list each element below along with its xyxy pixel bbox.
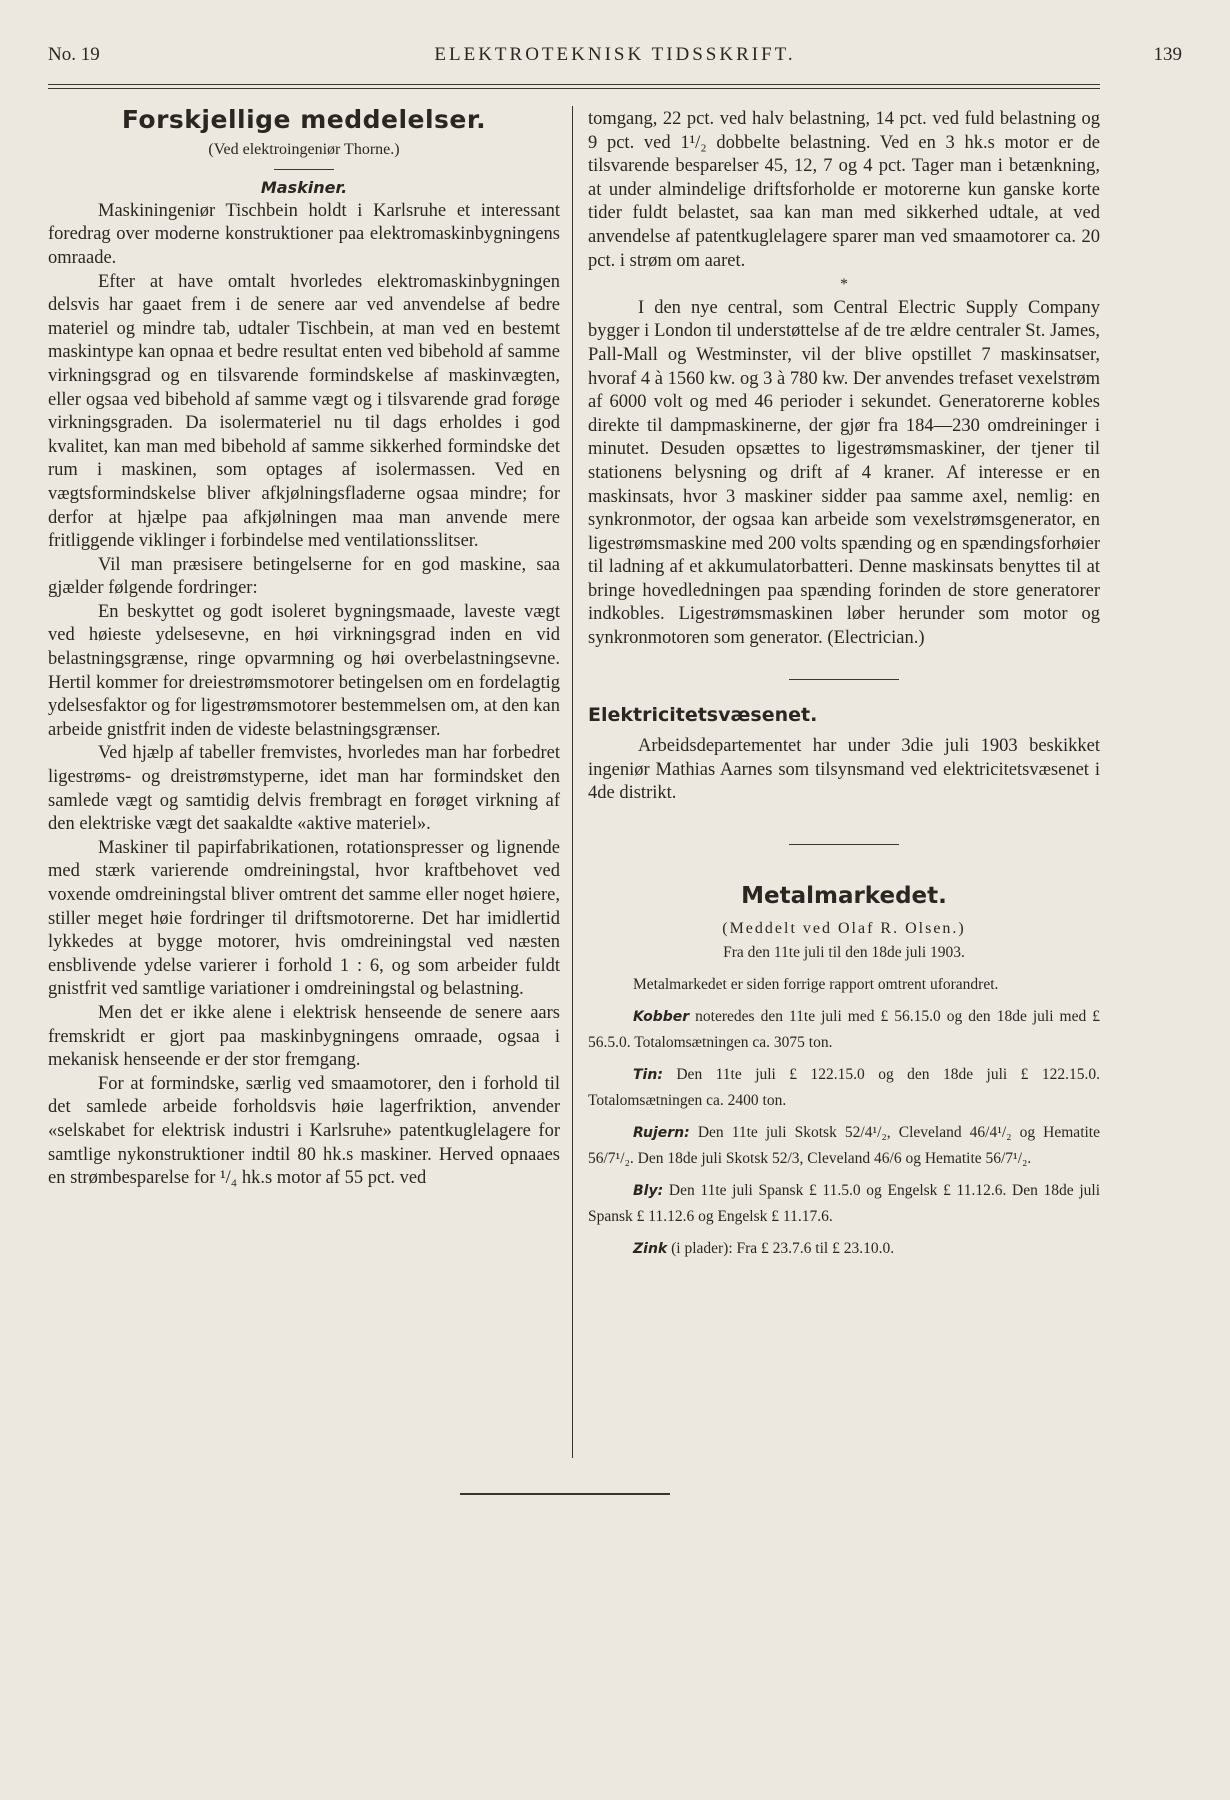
paragraph-5: Ved hjælp af tabeller fremvistes, hvorledes man har forbedret ligestrøms- og dreistrømstyperne, idet man har formindsket den samlede vægt og samtidig delvis frembragt en forøget virkning af den elektriske vægt det saakaldte «aktive materiel». — [48, 743, 560, 835]
zink-label: Zink — [633, 1241, 668, 1258]
metal-dates: Fra den 11te juli til den 18de juli 1903. — [723, 944, 965, 962]
bly-text: Den 11te juli Spansk £ 11.5.0 og Engelsk £ 11.12.6. Den 18de juli Spansk £ 11.12.6 og Engelsk £ 11.17.6. — [588, 1182, 1100, 1226]
metal-intro: Metalmarkedet er siden forrige rapport omtrent uforandret. — [633, 976, 999, 994]
metal-byline: (Meddelt ved Olaf R. Olsen.) — [722, 919, 966, 937]
header-rule — [48, 84, 1100, 89]
right-column — [588, 108, 1100, 1262]
column-divider — [572, 106, 573, 1458]
central-paragraph: I den nye central, som Central Electric Supply Company bygger i London til understøttelse af de tre ældre centraler St. James, Pall-Mall og Westminster, vil der blive opstillet 7 maskinsatser, hvoraf 4 à 1560 kw. og 3 à 780 kw. Der anvendes trefaset vexelstrøm af 6000 volt og med 46 perioder i sekundet. Generatorerne kobles direkte til dampmaskinerne, der gjør fra 184—230 omdreininger i minutet. Desuden opsættes to ligestrømsmaskiner, der tjener til stationens belysning og drift af 4 kraner. Af interesse er en maskinsats, hvor 3 maskiner sidder paa samme axel, nemlig: en synkronmotor, der ogsaa kan arbeide som vexelstrømsgenerator, en ligestrømsmaskine med 200 volts spænding og en spændingsforhøier til ladning af et akkumulatorbatteri. Denne maskinsats benyttes til at bringe hovedledningen paa spænding forinden de store generatorer indkobles. Ligestrømsmaskinen løber herunder som motor og synkronmotoren som generator. (Electrician.) — [588, 297, 1100, 649]
kobber-entry — [588, 1004, 1100, 1056]
journal-title: ELEKTROTEKNISK TIDSSKRIFT. — [434, 44, 796, 65]
section-separator — [789, 679, 899, 680]
section-byline: (Ved elektroingeniør Thorne.) — [208, 140, 400, 158]
byline-rule — [274, 169, 334, 170]
subsection-title: Maskiner. — [260, 178, 348, 198]
metal-title: Metalmarkedet. — [741, 883, 947, 910]
section-title: Forskjellige meddelelser. — [121, 105, 487, 134]
left-column — [48, 105, 560, 1191]
bly-label: Bly: — [633, 1183, 664, 1200]
paragraph-4: En beskyttet og godt isoleret bygningsmaade, laveste vægt ved høieste ydelsesevne, en høi virkningsgrad inden en vid belastningsgrænse, ringe opvarmning og høi overbelastningsevne. Hertil kommer for dreiestrømsmotorer betingelsen om en fordelagtig ydelsesfaktor og for ligestrømsmotorer bestemmelsen om, at den kan arbeide gnistfrit inden de videste belastningsgrænser. — [48, 601, 560, 740]
bly-entry — [588, 1178, 1100, 1230]
elektricitet-paragraph: Arbeidsdepartementet har under 3die juli 1903 beskikket ingeniør Mathias Aarnes som tilsynsmand ved elektricitetsvæsenet i 4de distrikt. — [588, 736, 1100, 804]
metal-report — [588, 940, 1100, 1262]
kobber-text: noteredes den 11te juli med £ 56.15.0 og den 18de juli med £ 56.5.0. Totalomsætningen ca. 3075 ton. — [588, 1008, 1100, 1052]
rujern-text: Den 11te juli Skotsk 52/4¹/₂, Cleveland 46/4¹/₂ og Hematite 56/7¹/₂. Den 18de juli Skotsk 52/3, Cleveland 46/6 og Hematite 56/7¹/₂. — [588, 1124, 1100, 1168]
issue-number: No. 19 — [48, 44, 100, 65]
zink-entry — [588, 1236, 1100, 1262]
tin-text: Den 11te juli £ 122.15.0 og den 18de juli £ 122.15.0. Totalomsætningen ca. 2400 ton. — [588, 1066, 1100, 1110]
paragraph-1: Maskiningeniør Tischbein holdt i Karlsruhe et interessant foredrag over moderne konstruktioner paa elektromaskinbygningens omraade. — [48, 200, 560, 268]
paragraph-7: Men det er ikke alene i elektrisk henseende de senere aars fremskridt er gjort paa maskinbygningens omraade, ogsaa i mekanisk henseende er der stor fremgang. — [48, 1002, 560, 1071]
rujern-label: Rujern: — [633, 1125, 690, 1142]
kobber-label: Kobber — [633, 1009, 690, 1026]
elektricitet-title: Elektricitetsvæsenet. — [588, 703, 818, 726]
continuation-paragraph: tomgang, 22 pct. ved halv belastning, 14 pct. ved fuld belastning og 9 pct. ved 1¹/₂ dobbelte belastning. Ved en 3 hk.s motor er de tilsvarende besparelser 45, 12, 7 og 4 pct. Tager man i betænkning, at under almindelige driftsforholde er motorerne kun ganske korte tider fuldt belastet, saa kan man med sikkerhed udtale, at ved anvendelse af patentkuglelagere sparer man ved smaamotorer ca. 20 pct. i strøm om aaret. — [588, 109, 1100, 271]
paragraph-2: Efter at have omtalt hvorledes elektromaskinbygningen delsvis har gaaet frem i de senere aar ved anvendelse af bedre materiel og mindre tab, udtaler Tischbein, at man ved en bestemt maskintype kan opnaa et bedre resultat enten ved bibehold af samme virkningsgrad og en tilsvarende formindskelse af maskinvægten, eller ogsaa ved bibehold af samme vægt og i tilsvarende grad forøge virkningsgraden. Da isolermateriel nu til dags erholdes i god kvalitet, kan man med bibehold af samme sikkerhed formindske det rum i maskinen, som optages af isolermassen. Ved en vægtsformindskelse bliver afkjølningsfladerne ogsaa mindre; for derfor at hjælpe paa afkjølningen maa man anvende mere fritliggende viklinger i forbindelse med ventilationsslitser. — [48, 271, 560, 552]
section-separator-2 — [789, 844, 899, 845]
paragraph-8: For at formindske, særlig ved smaamotorer, den i forhold til det samlede arbeide forholdsvis høie lagerfriktion, anvender «selskabet for elektrisk industri i Karlsruhe» patentkuglelagere for samtlige nykonstruktioner indtil 80 hk.s maskiner. Herved opnaaes en strømbesparelse for ¹/₄ hk.s motor af 55 pct. ved — [48, 1073, 560, 1189]
rujern-entry — [588, 1120, 1100, 1172]
zink-text: (i plader): Fra £ 23.7.6 til £ 23.10.0. — [667, 1240, 895, 1258]
page-number: 139 — [1153, 44, 1182, 65]
tin-entry — [588, 1062, 1100, 1114]
section-asterisk: * — [840, 276, 848, 294]
bottom-rule — [460, 1493, 670, 1495]
paragraph-6: Maskiner til papirfabrikationen, rotationspresser og lignende med stærk varierende omdreiningstal, hvor kraftbehovet ved voxende omdreiningstal bliver omtrent det samme eller noget høiere, stiller meget høie fordringer til driftsmotorerne. Det har imidlertid lykkedes at bygge motorer, hvis omdreiningstal ved næsten ensblivende ydelse varierer i forhold 1 : 6, og som arbeider fuldt gnistfrit ved samtlige variationer i omdreiningstal og belastning. — [48, 837, 560, 1000]
tin-label: Tin: — [633, 1067, 663, 1084]
paragraph-3: Vil man præsisere betingelserne for en god maskine, saa gjælder følgende fordringer: — [48, 554, 560, 599]
